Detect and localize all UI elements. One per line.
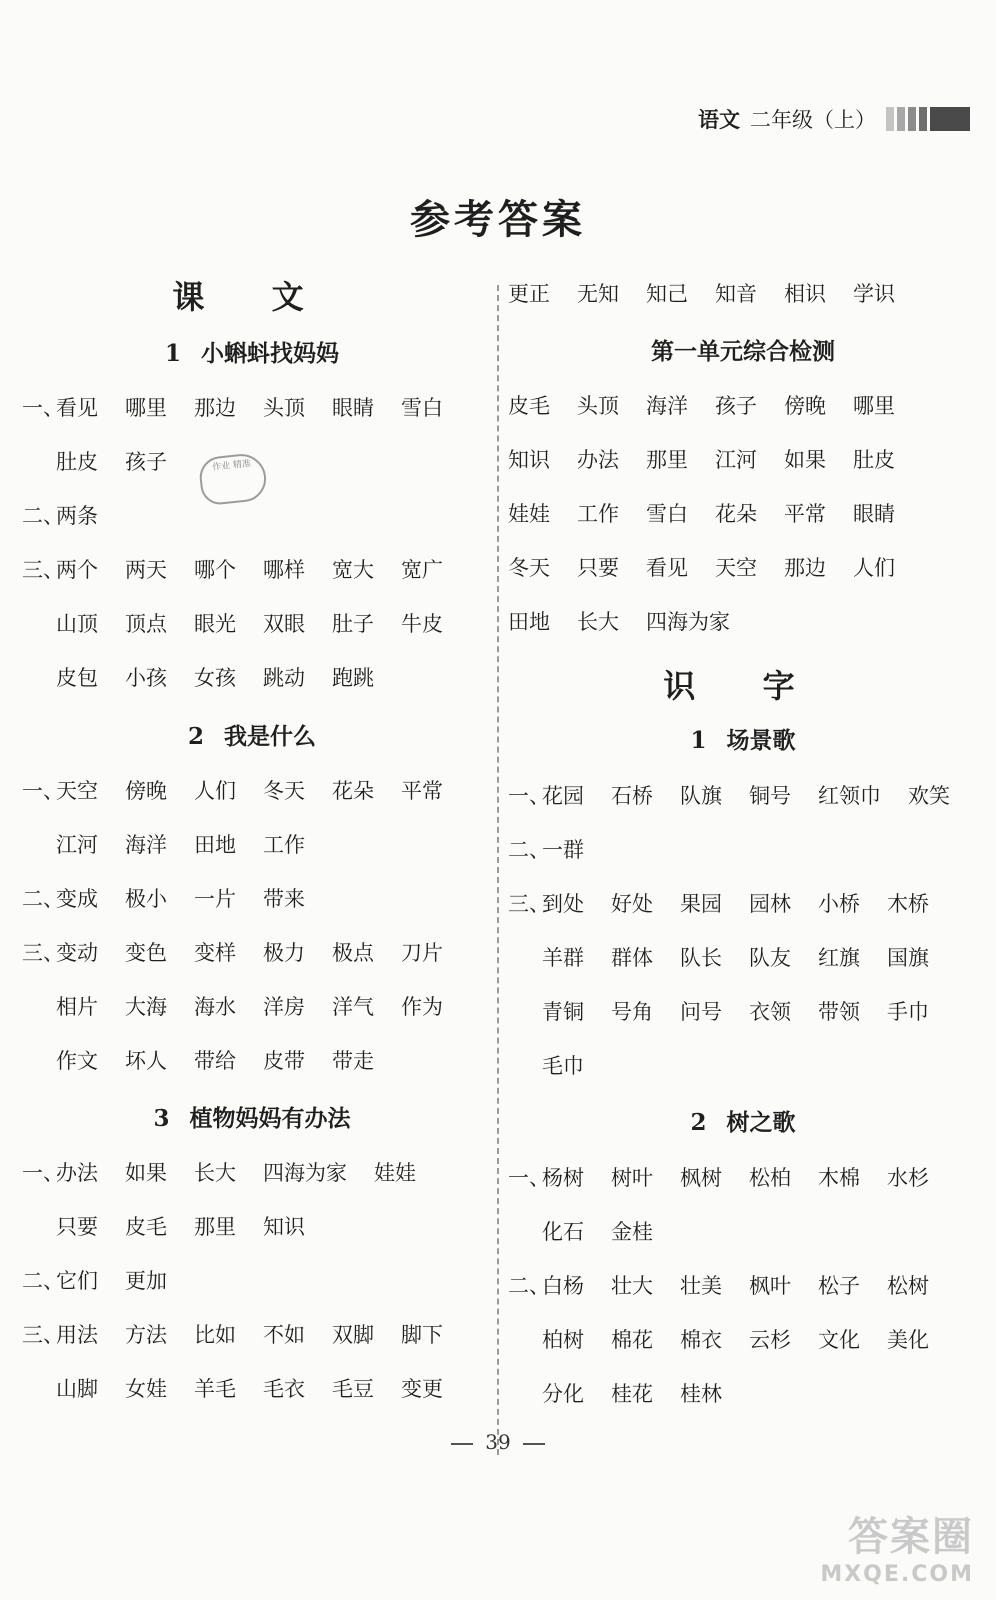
- answer-row: [22, 390, 470, 424]
- answer-word: 方法: [125, 1323, 167, 1347]
- answer-word: 那里: [646, 448, 688, 472]
- question-number: 二、: [22, 1269, 64, 1293]
- answer-word: 皮包: [56, 666, 98, 690]
- answer-word: 平常: [784, 502, 826, 526]
- answer-word: 队长: [680, 946, 722, 970]
- answer-word: 眼睛: [332, 396, 374, 420]
- answer-word: 壮大: [611, 1274, 653, 1298]
- lesson-title: [22, 335, 482, 368]
- answer-word: 山顶: [56, 612, 98, 636]
- answer-word: 花朵: [332, 779, 374, 803]
- answer-word: 海洋: [646, 394, 688, 418]
- answer-word: 皮毛: [125, 1215, 167, 1239]
- answer-word: 变样: [194, 941, 236, 965]
- page-number: 39: [485, 1430, 511, 1454]
- answer-word: 脚下: [401, 1323, 443, 1347]
- answer-word: 杨树: [542, 1166, 584, 1190]
- answer-word: 到处: [542, 892, 584, 916]
- answer-word: 更加: [125, 1269, 167, 1293]
- answer-word: 双眼: [263, 612, 305, 636]
- answer-word: 江河: [715, 448, 757, 472]
- lesson-number: 1: [690, 727, 707, 754]
- answer-row: [508, 1268, 956, 1302]
- answer-word: 果园: [680, 892, 722, 916]
- lesson-number: 3: [153, 1105, 170, 1132]
- page-header: [698, 104, 970, 134]
- answer-word: 棉花: [611, 1328, 653, 1352]
- answer-word: 长大: [194, 1161, 236, 1185]
- answer-word: 比如: [194, 1323, 236, 1347]
- answer-word: 那边: [194, 396, 236, 420]
- answer-word: 如果: [784, 448, 826, 472]
- question-number: 一、: [22, 1161, 64, 1185]
- answer-word: 学识: [853, 282, 895, 306]
- answer-word: 冬天: [508, 556, 550, 580]
- page-title: 参考答案: [410, 196, 586, 243]
- answer-word: 用法: [56, 1323, 98, 1347]
- answer-word: 毛衣: [263, 1377, 305, 1401]
- answer-word: 相片: [56, 995, 98, 1019]
- answer-word: 雪白: [646, 502, 688, 526]
- answer-word: 平常: [401, 779, 443, 803]
- answer-word: 女孩: [194, 666, 236, 690]
- answer-row: [22, 1209, 332, 1243]
- answer-word: 哪里: [125, 396, 167, 420]
- answer-word: 眼睛: [853, 502, 895, 526]
- answer-word: 羊毛: [194, 1377, 236, 1401]
- question-number: 三、: [22, 941, 64, 965]
- answer-word: 田地: [508, 610, 550, 634]
- lesson-number: 2: [187, 723, 204, 750]
- answer-word: 国旗: [887, 946, 929, 970]
- answer-word: 花园: [542, 784, 584, 808]
- answer-word: 娃娃: [374, 1161, 416, 1185]
- answer-word: 红领巾: [818, 784, 881, 808]
- answer-word: 洋房: [263, 995, 305, 1019]
- answer-word: 四海为家: [646, 610, 730, 634]
- answer-word: 江河: [56, 833, 98, 857]
- answer-row: [508, 1214, 680, 1248]
- lesson-name: 小蝌蚪找妈妈: [201, 340, 339, 367]
- lesson-name: 我是什么: [224, 723, 316, 750]
- answer-word: 极点: [332, 941, 374, 965]
- answer-word: 孩子: [715, 394, 757, 418]
- answer-word: 知识: [508, 448, 550, 472]
- answer-word: 变成: [56, 887, 98, 911]
- answer-word: 相识: [784, 282, 826, 306]
- answer-word: 天空: [715, 556, 757, 580]
- answer-word: 化石: [542, 1220, 584, 1244]
- answer-word: 工作: [577, 502, 619, 526]
- answer-word: 办法: [577, 448, 619, 472]
- answer-word: 桂林: [680, 1382, 722, 1406]
- answer-row: [508, 550, 922, 584]
- answer-word: 一片: [194, 887, 236, 911]
- subject-label: 语文: [698, 108, 740, 132]
- answer-word: 树叶: [611, 1166, 653, 1190]
- answer-word: 冬天: [263, 779, 305, 803]
- answer-word: 哪样: [263, 558, 305, 582]
- answer-word: 两条: [56, 504, 98, 528]
- answer-word: 它们: [56, 1269, 98, 1293]
- answer-word: 号角: [611, 1000, 653, 1024]
- answer-word: 皮毛: [508, 394, 550, 418]
- answer-word: 队旗: [680, 784, 722, 808]
- answer-word: 欢笑: [908, 784, 950, 808]
- answer-word: 四海为家: [263, 1161, 347, 1185]
- answer-row: [508, 276, 922, 310]
- answer-word: 群体: [611, 946, 653, 970]
- answer-word: 带走: [332, 1049, 374, 1073]
- answer-row: [508, 1322, 956, 1356]
- answer-row: [22, 1317, 470, 1351]
- answer-word: 眼光: [194, 612, 236, 636]
- answer-row: [22, 552, 470, 586]
- answer-word: 雪白: [401, 396, 443, 420]
- answer-row: [508, 778, 977, 812]
- answer-word: 那里: [194, 1215, 236, 1239]
- answer-word: 知音: [715, 282, 757, 306]
- answer-word: 看见: [646, 556, 688, 580]
- answer-word: 知己: [646, 282, 688, 306]
- answer-row: [508, 442, 922, 476]
- answer-word: 青铜: [542, 1000, 584, 1024]
- watermark-logo: 答案圈 MXQE.COM: [820, 1514, 974, 1587]
- answer-row: [508, 832, 611, 866]
- answer-row: [508, 994, 956, 1028]
- answer-word: 只要: [577, 556, 619, 580]
- answer-word: 好处: [611, 892, 653, 916]
- answer-word: 变动: [56, 941, 98, 965]
- answer-word: 牛皮: [401, 612, 443, 636]
- answer-word: 跳动: [263, 666, 305, 690]
- grade-label: 二年级（上）: [750, 108, 876, 132]
- answer-word: 哪里: [853, 394, 895, 418]
- answer-word: 大海: [125, 995, 167, 1019]
- question-number: 一、: [22, 779, 64, 803]
- answer-word: 衣领: [749, 1000, 791, 1024]
- answer-word: 宽广: [401, 558, 443, 582]
- answer-word: 头顶: [577, 394, 619, 418]
- answer-word: 带给: [194, 1049, 236, 1073]
- unit-test-title: 第一单元综合检测: [651, 338, 835, 365]
- answer-row: [22, 498, 125, 532]
- answer-word: 极力: [263, 941, 305, 965]
- answer-word: 田地: [194, 833, 236, 857]
- answer-word: 人们: [194, 779, 236, 803]
- question-number: 二、: [22, 887, 64, 911]
- page-footer: [0, 1430, 996, 1454]
- answer-word: 娃娃: [508, 502, 550, 526]
- answer-word: 白杨: [542, 1274, 584, 1298]
- answer-row: [22, 444, 194, 478]
- answer-word: 松树: [887, 1274, 929, 1298]
- answer-row: [508, 1048, 611, 1082]
- answer-word: 枫叶: [749, 1274, 791, 1298]
- answer-row: [22, 773, 470, 807]
- answer-word: 头顶: [263, 396, 305, 420]
- question-number: 一、: [508, 784, 550, 808]
- answer-word: 松子: [818, 1274, 860, 1298]
- answer-row: [22, 1043, 401, 1077]
- answer-word: 傍晚: [784, 394, 826, 418]
- answer-word: 壮美: [680, 1274, 722, 1298]
- answer-word: 变色: [125, 941, 167, 965]
- answer-word: 长大: [577, 610, 619, 634]
- answer-row: [508, 496, 922, 530]
- answer-word: 桂花: [611, 1382, 653, 1406]
- answer-word: 枫树: [680, 1166, 722, 1190]
- answer-word: 工作: [263, 833, 305, 857]
- answer-word: 如果: [125, 1161, 167, 1185]
- stamp-image: 作业 精准: [198, 452, 269, 507]
- answer-word: 女娃: [125, 1377, 167, 1401]
- answer-word: 铜号: [749, 784, 791, 808]
- answer-row: [22, 989, 470, 1023]
- answer-row: [508, 604, 757, 638]
- question-number: 三、: [22, 1323, 64, 1347]
- answer-word: 肚皮: [56, 450, 98, 474]
- answer-row: [22, 660, 401, 694]
- lesson-name: 场景歌: [726, 727, 796, 754]
- answer-word: 看见: [56, 396, 98, 420]
- lesson-name: 植物妈妈有办法: [189, 1105, 351, 1132]
- question-number: 三、: [508, 892, 550, 916]
- answer-word: 毛巾: [542, 1054, 584, 1078]
- answer-word: 办法: [56, 1161, 98, 1185]
- answer-word: 皮带: [263, 1049, 305, 1073]
- answer-row: [508, 940, 956, 974]
- section-title: 识 字: [663, 667, 823, 705]
- answer-word: 金桂: [611, 1220, 653, 1244]
- answer-word: 跑跳: [332, 666, 374, 690]
- lesson-number: 1: [164, 340, 181, 367]
- answer-word: 只要: [56, 1215, 98, 1239]
- lesson-title: [22, 718, 482, 751]
- question-number: 一、: [508, 1166, 550, 1190]
- answer-word: 极小: [125, 887, 167, 911]
- answer-word: 山脚: [56, 1377, 98, 1401]
- answer-row: [22, 1371, 470, 1405]
- answer-word: 海洋: [125, 833, 167, 857]
- answer-word: 作为: [401, 995, 443, 1019]
- answer-word: 木桥: [887, 892, 929, 916]
- question-number: 一、: [22, 396, 64, 420]
- answer-word: 不如: [263, 1323, 305, 1347]
- answer-word: 知识: [263, 1215, 305, 1239]
- lesson-title: [508, 722, 978, 755]
- answer-word: 云杉: [749, 1328, 791, 1352]
- answer-row: [22, 935, 470, 969]
- answer-word: 哪个: [194, 558, 236, 582]
- answer-row: [22, 1263, 194, 1297]
- answer-word: 孩子: [125, 450, 167, 474]
- answer-word: 手巾: [887, 1000, 929, 1024]
- answer-word: 带来: [263, 887, 305, 911]
- header-decoration-bars: [886, 107, 970, 131]
- answer-word: 柏树: [542, 1328, 584, 1352]
- lesson-name: 树之歌: [726, 1109, 796, 1136]
- question-number: 二、: [508, 1274, 550, 1298]
- answer-word: 松柏: [749, 1166, 791, 1190]
- answer-word: 人们: [853, 556, 895, 580]
- answer-row: [22, 606, 470, 640]
- answer-word: 洋气: [332, 995, 374, 1019]
- answer-word: 美化: [887, 1328, 929, 1352]
- answer-row: [508, 1160, 956, 1194]
- answer-word: 小孩: [125, 666, 167, 690]
- answer-word: 那边: [784, 556, 826, 580]
- answer-word: 双脚: [332, 1323, 374, 1347]
- answer-row: [508, 1376, 749, 1410]
- answer-row: [508, 388, 922, 422]
- answer-word: 肚皮: [853, 448, 895, 472]
- answer-word: 分化: [542, 1382, 584, 1406]
- answer-word: 羊群: [542, 946, 584, 970]
- answer-word: 坏人: [125, 1049, 167, 1073]
- lesson-title: [22, 1100, 482, 1133]
- question-number: 二、: [22, 504, 64, 528]
- answer-word: 木棉: [818, 1166, 860, 1190]
- answer-row: [22, 881, 332, 915]
- answer-word: 花朵: [715, 502, 757, 526]
- answer-word: 变更: [401, 1377, 443, 1401]
- question-number: 二、: [508, 838, 550, 862]
- answer-word: 小桥: [818, 892, 860, 916]
- answer-word: 两天: [125, 558, 167, 582]
- answer-word: 傍晚: [125, 779, 167, 803]
- answer-word: 更正: [508, 282, 550, 306]
- lesson-number: 2: [690, 1109, 707, 1136]
- answer-word: 作文: [56, 1049, 98, 1073]
- answer-word: 刀片: [401, 941, 443, 965]
- answer-word: 石桥: [611, 784, 653, 808]
- answer-word: 肚子: [332, 612, 374, 636]
- question-number: 三、: [22, 558, 64, 582]
- answer-word: 问号: [680, 1000, 722, 1024]
- answer-word: 天空: [56, 779, 98, 803]
- answer-word: 园林: [749, 892, 791, 916]
- answer-row: [22, 1155, 443, 1189]
- answer-word: 棉衣: [680, 1328, 722, 1352]
- answer-row: [22, 827, 332, 861]
- answer-word: 宽大: [332, 558, 374, 582]
- answer-word: 水杉: [887, 1166, 929, 1190]
- section-title: 课 文: [172, 278, 332, 316]
- answer-word: 一群: [542, 838, 584, 862]
- answer-word: 文化: [818, 1328, 860, 1352]
- column-divider: [497, 285, 499, 1455]
- answer-word: 毛豆: [332, 1377, 374, 1401]
- answer-word: 无知: [577, 282, 619, 306]
- answer-word: 两个: [56, 558, 98, 582]
- answer-word: 海水: [194, 995, 236, 1019]
- answer-word: 红旗: [818, 946, 860, 970]
- answer-word: 队友: [749, 946, 791, 970]
- answer-word: 带领: [818, 1000, 860, 1024]
- answer-row: [508, 886, 956, 920]
- answer-word: 顶点: [125, 612, 167, 636]
- lesson-title: [508, 1104, 978, 1137]
